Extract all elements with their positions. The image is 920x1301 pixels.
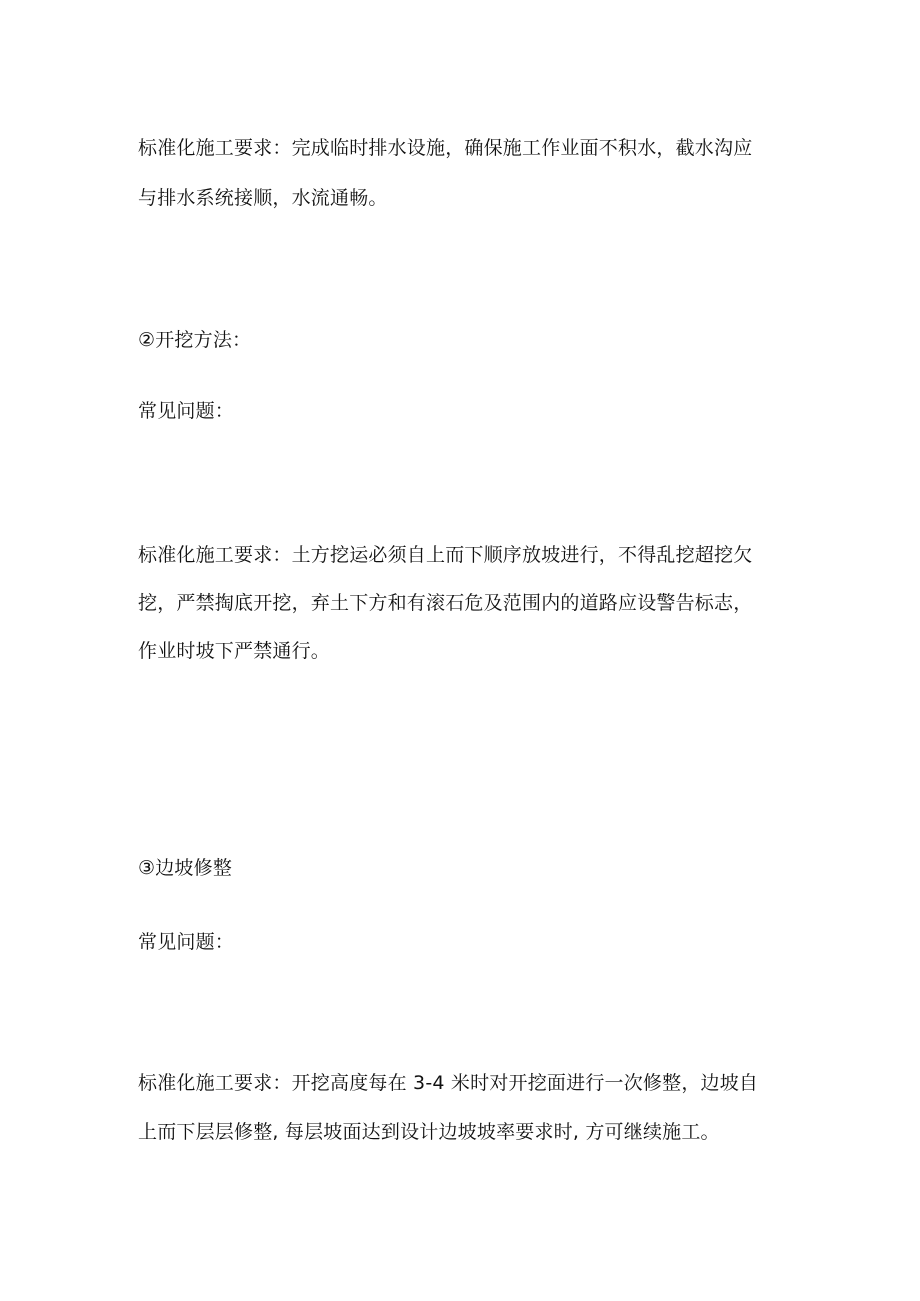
paragraph-excavation-line-2: 挖，严禁掏底开挖，弃土下方和有滚石危及范围内的道路应设警告标志，: [138, 592, 753, 614]
common-issues-label-excavation: 常见问题：: [138, 400, 235, 422]
common-issues-label-slope: 常见问题：: [138, 931, 235, 953]
section-heading-excavation-method: ②开挖方法：: [138, 329, 252, 351]
section-heading-slope-trimming: ③边坡修整: [138, 857, 233, 879]
paragraph-excavation-line-1: 标准化施工要求：土方挖运必须自上而下顺序放坡进行，不得乱挖超挖欠: [138, 544, 753, 566]
paragraph-drainage-line-2: 与排水系统接顺，水流通畅。: [138, 187, 388, 209]
paragraph-excavation-line-3: 作业时坡下严禁通行。: [138, 640, 331, 662]
paragraph-slope-line-2: 上而下层层修整, 每层坡面达到设计边坡坡率要求时, 方可继续施工。: [138, 1121, 720, 1143]
paragraph-slope-line-1: 标准化施工要求：开挖高度每在 3-4 米时对开挖面进行一次修整，边坡自: [138, 1072, 759, 1094]
paragraph-drainage-line-1: 标准化施工要求：完成临时排水设施，确保施工作业面不积水，截水沟应: [138, 137, 753, 159]
